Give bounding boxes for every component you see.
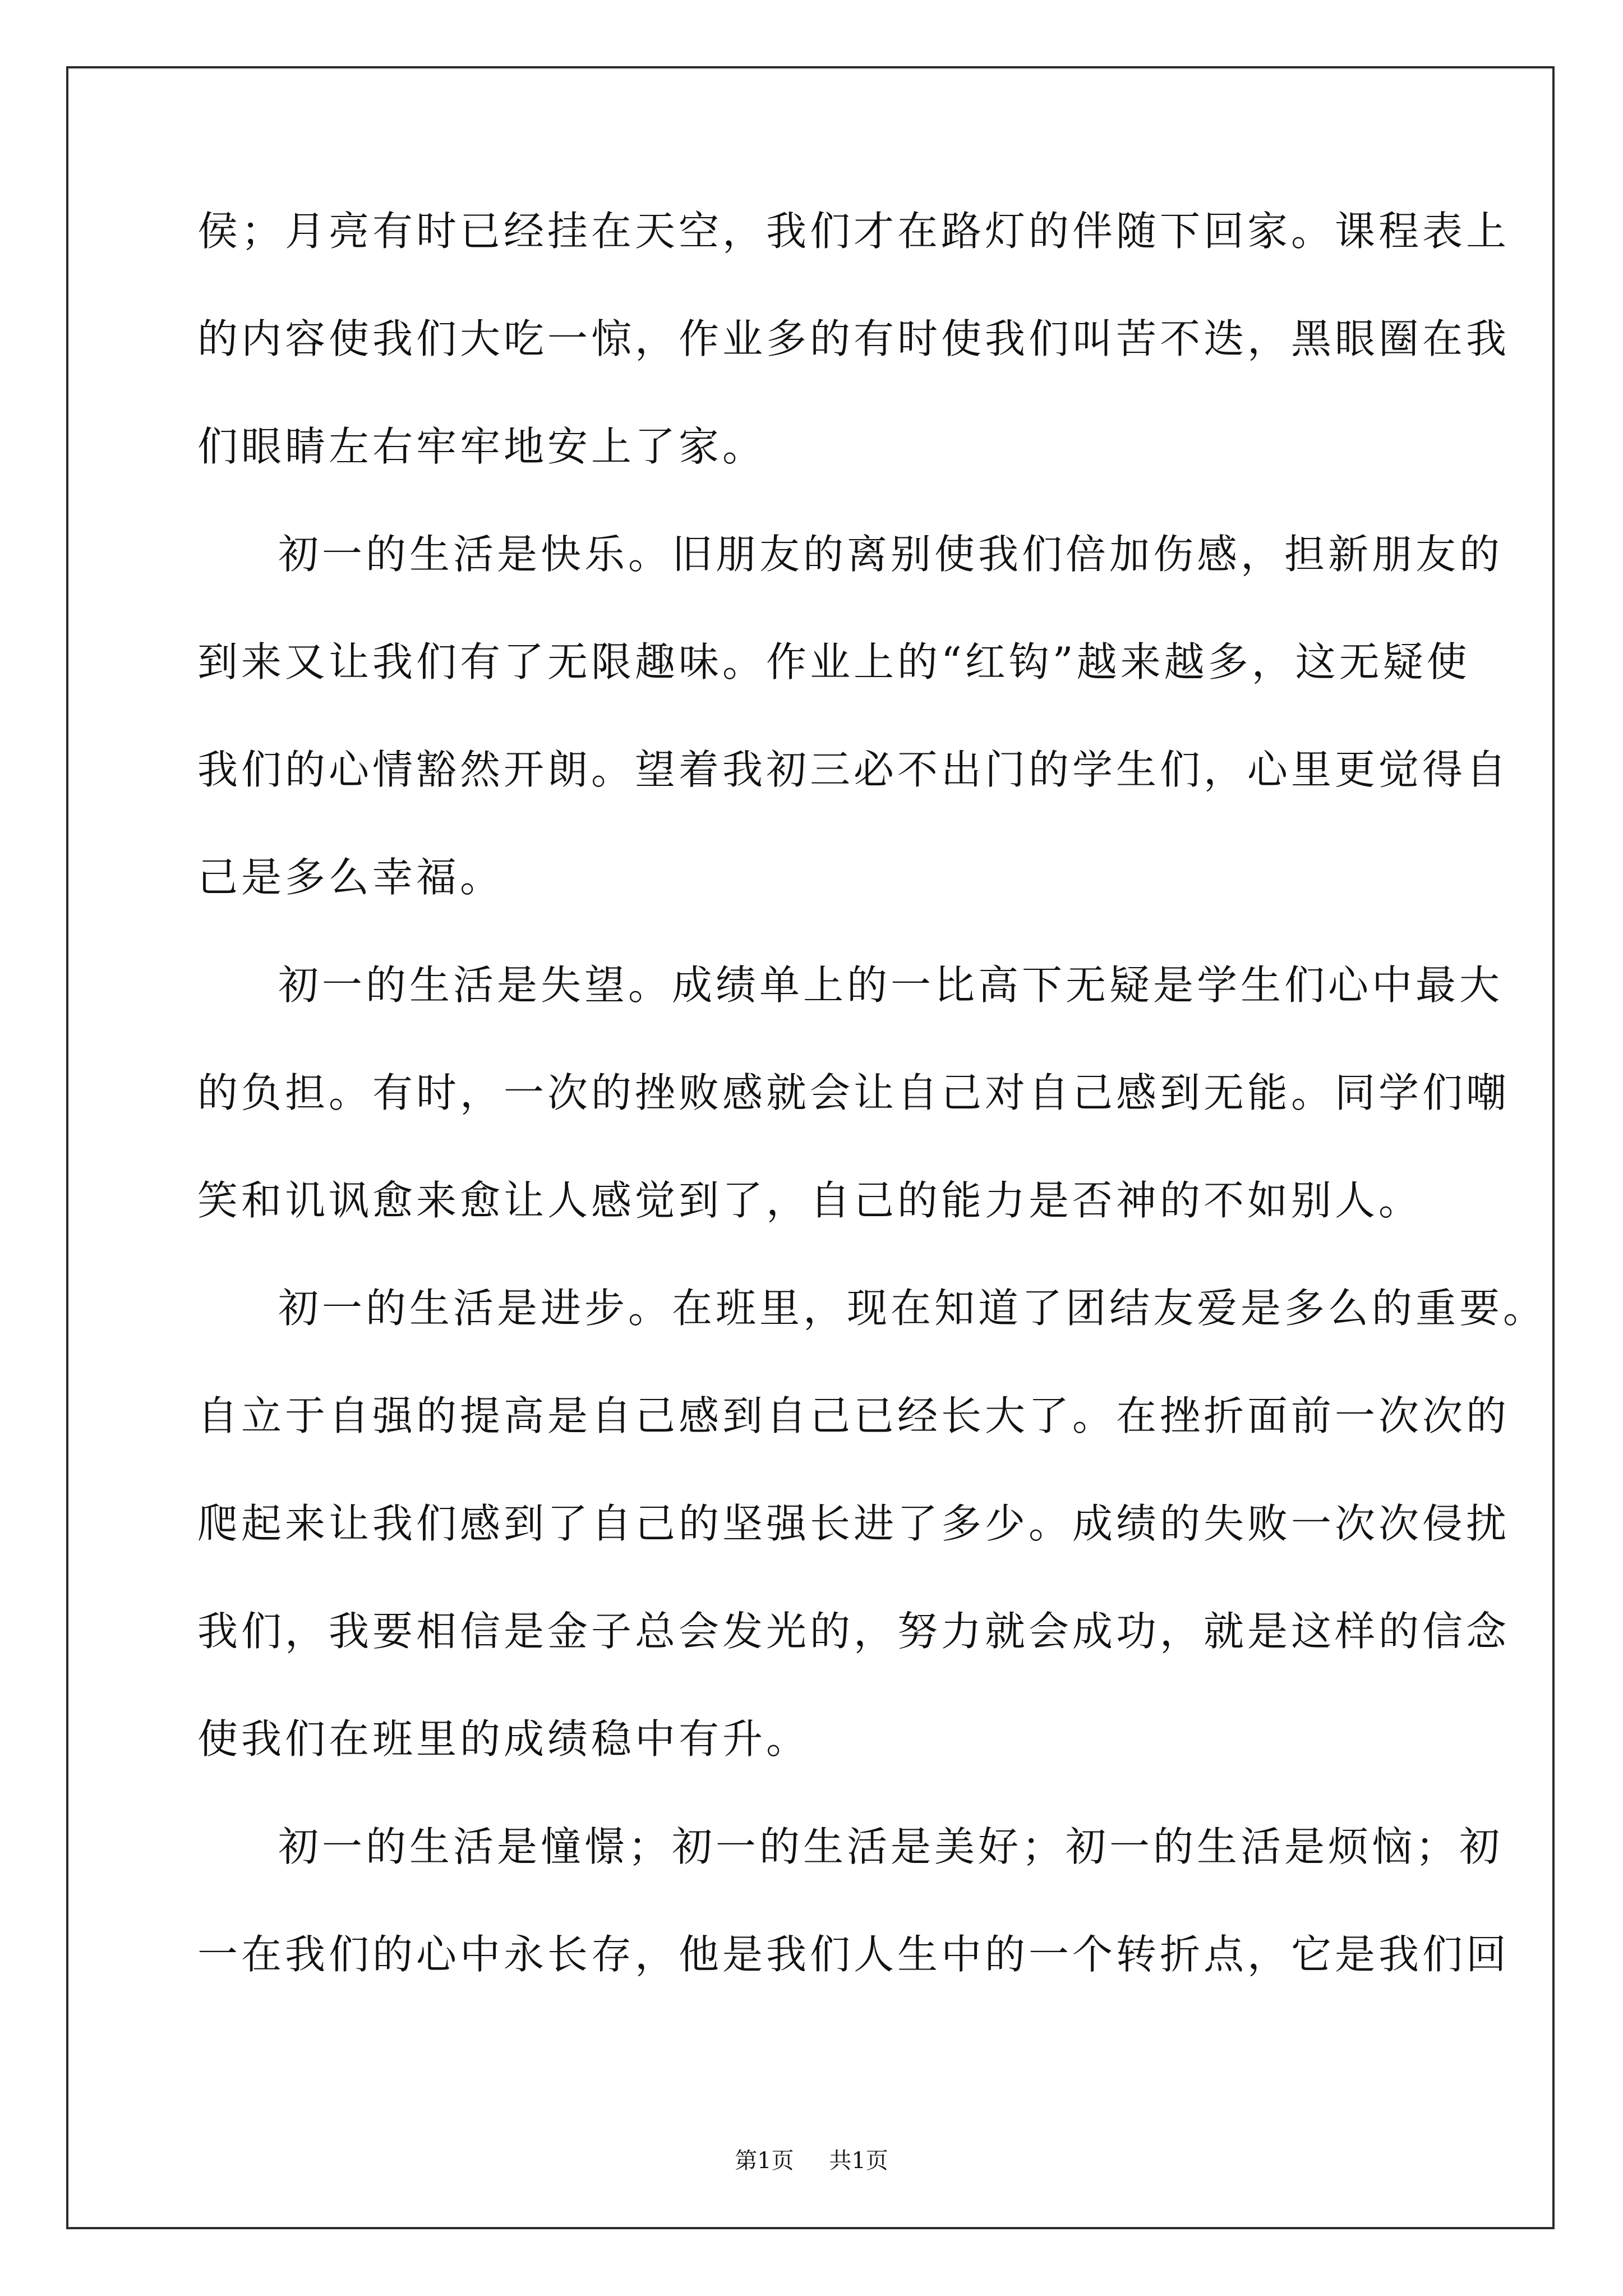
text-line: 使我们在班里的成绩稳中有升。 [197, 1715, 810, 1763]
text-line: 己是多么幸福。 [197, 854, 504, 901]
text-line: 初一的生活是失望。成绩单上的一比高下无疑是学生们心中最大 [278, 961, 1504, 1009]
page-total: 共1页 [829, 2148, 888, 2174]
text-line: 的负担。有时，一次的挫败感就会让自己对自己感到无能。同学们嘲 [197, 1069, 1510, 1116]
paragraph [197, 208, 1510, 471]
text-line: 初一的生活是进步。在班里，现在知道了团结友爱是多么的重要。 [278, 1285, 1547, 1332]
text-line: 的内容使我们大吃一惊，作业多的有时使我们叫苦不迭，黑眼圈在我 [197, 315, 1510, 362]
page-number: 第1页 [735, 2148, 794, 2174]
paragraph [197, 1823, 1510, 1979]
page-footer [0, 2143, 1623, 2175]
text-line: 爬起来让我们感到了自己的坚强长进了多少。成绩的失败一次次侵扰 [197, 1500, 1510, 1547]
paragraph [197, 531, 1510, 902]
text-line: 我们的心情豁然开朗。望着我初三必不出门的学生们，心里更觉得自 [197, 746, 1510, 793]
text-line: 自立于自强的提高是自己感到自己已经长大了。在挫折面前一次次的 [197, 1392, 1510, 1439]
text-line: 初一的生活是快乐。旧朋友的离别使我们倍加伤感，担新朋友的 [278, 531, 1504, 578]
text-line: 一在我们的心中永长存，他是我们人生中的一个转折点，它是我们回 [197, 1931, 1510, 1978]
text-line: 笑和讥讽愈来愈让人感觉到了，自己的能力是否神的不如别人。 [197, 1177, 1423, 1224]
text-line: 初一的生活是憧憬；初一的生活是美好；初一的生活是烦恼；初 [278, 1823, 1504, 1870]
paragraph [197, 1285, 1547, 1764]
text-line: 我们，我要相信是金子总会发光的，努力就会成功，就是这样的信念 [197, 1608, 1510, 1655]
paragraph [197, 961, 1510, 1225]
text-line: 侯；月亮有时已经挂在天空，我们才在路灯的伴随下回家。课程表上 [197, 208, 1510, 255]
document-body [197, 208, 1547, 2042]
text-line: 们眼睛左右牢牢地安上了家。 [197, 423, 767, 470]
text-line: 到来又让我们有了无限趣味。作业上的“红钩”越来越多，这无疑使 [197, 638, 1470, 685]
